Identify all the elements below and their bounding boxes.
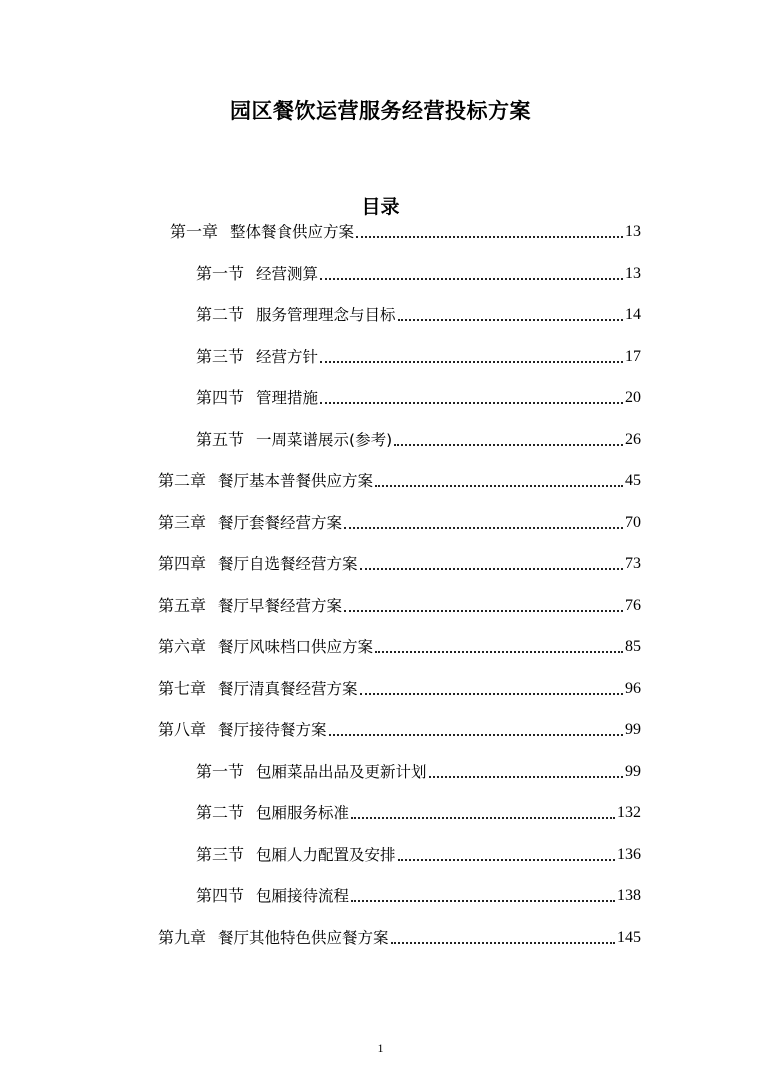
- toc-entry-title: 一周菜谱展示(参考): [256, 430, 393, 449]
- toc-dot-leader: [320, 402, 623, 404]
- toc-entry-title: 餐厅基本普餐供应方案: [218, 472, 374, 490]
- toc-entry-page: 145: [617, 928, 641, 946]
- toc-chapter-entry[interactable]: [170, 216, 641, 242]
- toc-chapter-entry[interactable]: [158, 590, 641, 616]
- toc-dot-leader: [344, 527, 623, 529]
- toc-entry-number: 第六章: [158, 637, 207, 656]
- toc-entry-number: 第二节: [196, 803, 245, 822]
- toc-entry-number: 第九章: [158, 927, 207, 947]
- toc-entry-page: 85: [625, 638, 641, 655]
- toc-entry-number: 第五节: [196, 429, 245, 449]
- toc-entry-page: 26: [625, 430, 641, 448]
- toc-entry-number: 第五章: [158, 595, 207, 615]
- toc-entry-title: 经营测算: [256, 264, 319, 283]
- toc-entry-page: 13: [625, 264, 641, 282]
- toc-entry-title: 餐厅接待餐方案: [218, 721, 327, 739]
- toc-entry-number: 第二节: [196, 305, 245, 324]
- toc-entry-title: 管理措施: [256, 389, 319, 407]
- toc-dot-leader: [356, 236, 623, 238]
- toc-entry-number: 第一节: [196, 263, 245, 283]
- toc-dot-leader: [360, 568, 623, 570]
- toc-dot-leader: [375, 651, 623, 653]
- toc-dot-leader: [398, 859, 615, 861]
- toc-chapter-entry[interactable]: [158, 714, 641, 740]
- toc-entry-title: 餐厅早餐经营方案: [218, 596, 343, 615]
- toc-entry-title: 包厢菜品出品及更新计划: [256, 762, 427, 781]
- toc-entry-number: 第二章: [158, 471, 207, 490]
- toc-entry-page: 70: [625, 513, 641, 531]
- toc-dot-leader: [320, 361, 623, 363]
- toc-entry-title: 餐厅清真餐经营方案: [218, 679, 358, 698]
- toc-dot-leader: [351, 900, 615, 902]
- toc-entry-title: 包厢接待流程: [256, 887, 350, 905]
- toc-chapter-entry[interactable]: [158, 673, 641, 699]
- toc-chapter-entry[interactable]: [158, 548, 641, 574]
- toc-entry-number: 第三节: [196, 844, 245, 864]
- toc-chapter-entry[interactable]: [158, 631, 641, 657]
- toc-dot-leader: [351, 817, 615, 819]
- toc-section-entry[interactable]: [196, 258, 641, 284]
- toc-entry-page: 76: [625, 596, 641, 614]
- toc-entry-number: 第一节: [196, 761, 245, 781]
- toc-entry-page: 138: [617, 887, 641, 904]
- toc-dot-leader: [344, 610, 623, 612]
- toc-entry-number: 第四章: [158, 554, 207, 573]
- toc-dot-leader: [360, 693, 623, 695]
- toc-entry-page: 96: [625, 679, 641, 697]
- toc-entry-title: 服务管理理念与目标: [256, 306, 396, 324]
- toc-entry-number: 第四节: [196, 388, 245, 407]
- toc-entry-title: 餐厅风味档口供应方案: [218, 638, 374, 656]
- toc-entry-number: 第三节: [196, 346, 245, 366]
- toc-section-entry[interactable]: [196, 341, 641, 367]
- toc-entry-number: 第三章: [158, 512, 207, 532]
- toc-dot-leader: [320, 278, 623, 280]
- toc-entry-title: 包厢人力配置及安排: [256, 845, 396, 864]
- toc-entry-page: 13: [625, 223, 641, 240]
- toc-section-entry[interactable]: [196, 382, 641, 408]
- toc-entry-page: 99: [625, 762, 641, 780]
- document-title: 园区餐饮运营服务经营投标方案: [230, 99, 531, 123]
- toc-entry-number: 第一章: [170, 222, 219, 241]
- toc-entry-page: 14: [625, 306, 641, 323]
- toc-section-entry[interactable]: [196, 797, 641, 823]
- page-number: 1: [377, 1041, 384, 1055]
- toc-entry-number: 第四节: [196, 886, 245, 905]
- toc-dot-leader: [391, 942, 615, 944]
- toc-entry-page: 45: [625, 472, 641, 489]
- toc-entry-number: 第八章: [158, 720, 207, 739]
- toc-dot-leader: [394, 444, 623, 446]
- toc-entry-page: 17: [625, 347, 641, 365]
- toc-section-entry[interactable]: [196, 756, 641, 782]
- toc-entry-page: 20: [625, 389, 641, 406]
- toc-entry-title: 经营方针: [256, 347, 319, 366]
- toc-entry-page: 136: [617, 845, 641, 863]
- toc-dot-leader: [429, 776, 623, 778]
- toc-chapter-entry[interactable]: [158, 922, 641, 948]
- toc-chapter-entry[interactable]: [158, 465, 641, 491]
- toc-entry-number: 第七章: [158, 678, 207, 698]
- toc-dot-leader: [398, 319, 623, 321]
- toc-heading: 目录: [361, 196, 400, 218]
- toc-dot-leader: [375, 485, 623, 487]
- toc-entry-title: 餐厅自选餐经营方案: [218, 555, 358, 573]
- toc-entry-title: 餐厅其他特色供应餐方案: [218, 928, 389, 947]
- toc-dot-leader: [329, 734, 623, 736]
- toc-section-entry[interactable]: [196, 424, 641, 450]
- toc-section-entry[interactable]: [196, 299, 641, 325]
- toc-section-entry[interactable]: [196, 880, 641, 906]
- toc-entry-title: 整体餐食供应方案: [230, 223, 355, 241]
- toc-entry-title: 包厢服务标准: [256, 804, 350, 822]
- toc-chapter-entry[interactable]: [158, 507, 641, 533]
- toc-entry-title: 餐厅套餐经营方案: [218, 513, 343, 532]
- toc-section-entry[interactable]: [196, 839, 641, 865]
- toc-entry-page: 132: [617, 804, 641, 821]
- toc-entry-page: 99: [625, 721, 641, 738]
- toc-entry-page: 73: [625, 555, 641, 572]
